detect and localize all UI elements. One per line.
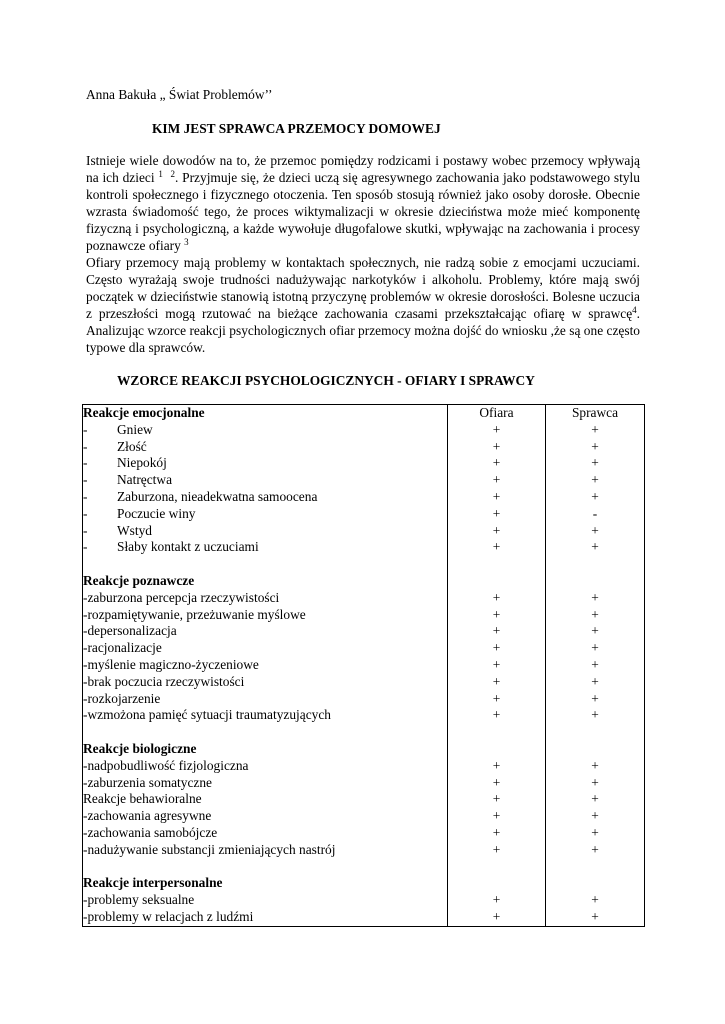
footnote-ref-3[interactable]: 3 — [184, 236, 189, 247]
paragraph-intro — [86, 153, 640, 254]
label-column — [83, 405, 448, 927]
perpetrator-mark: + — [591, 808, 599, 824]
perpetrator-mark: - — [592, 505, 598, 521]
perpetrator-mark: + — [591, 892, 599, 908]
row-label: -depersonalizacja — [83, 623, 177, 639]
victim-mark: + — [492, 589, 501, 605]
victim-mark: + — [492, 438, 501, 454]
victim-mark: + — [492, 472, 501, 488]
row-label: Słaby kontakt z uczuciami — [117, 539, 259, 555]
victim-mark: + — [492, 707, 501, 723]
row-label: -nadużywanie substancji zmieniających nastrój — [83, 841, 336, 857]
row-label: -rozpamiętywanie, przeżuwanie myślowe — [83, 606, 306, 622]
perpetrator-mark: + — [591, 774, 599, 790]
victim-mark: + — [492, 656, 501, 672]
perpetrator-mark: + — [591, 589, 599, 605]
table-row — [83, 523, 447, 540]
paragraph-victims — [86, 255, 640, 356]
victim-mark: + — [492, 488, 501, 504]
column-header-victim: Ofiara — [479, 405, 514, 420]
victim-mark: + — [492, 791, 501, 807]
row-dash: - — [83, 539, 88, 555]
table-row — [83, 539, 447, 556]
victim-mark: + — [492, 455, 501, 471]
perpetrator-mark: + — [591, 824, 599, 840]
perpetrator-mark: + — [591, 623, 599, 639]
column-header-perpetrator: Sprawca — [571, 405, 619, 420]
row-label: Złość — [117, 438, 147, 454]
row-label: -zachowania agresywne — [83, 808, 212, 824]
author-line: Anna Bakuła „ Świat Problemów’’ — [86, 87, 273, 102]
table-row — [83, 422, 447, 439]
perpetrator-mark: + — [591, 908, 599, 924]
row-label: -rozkojarzenie — [83, 690, 161, 706]
section-heading: Reakcje biologiczne — [83, 740, 197, 756]
row-dash: - — [83, 472, 88, 488]
victim-mark: + — [492, 824, 501, 840]
paragraph-intro-text-2: . Przyjmuje się, że dzieci uczą się agresywnego zachowania jako podstawowego stylu kontroli społecznego i fizycznego otoczenia. Ten sposób stosują również jako osoby dorosłe. Obecnie wzrasta świadomość tego, że proces wiktymalizacji w okresie dzieciństwa może mieć komponentę fizyczną i psychologiczną, a każde wywołuje długofalowe skutki, wpływając na zachowania i procesy poznawcze ofiary — [86, 169, 640, 253]
victim-mark: + — [492, 908, 501, 924]
table-title: WZORCE REAKCJI PSYCHOLOGICZNYCH - OFIARY I SPRAWCY — [117, 373, 535, 388]
perpetrator-mark: + — [591, 455, 599, 471]
perpetrator-mark: + — [591, 522, 599, 538]
table-row — [83, 489, 447, 506]
footnote-ref-1[interactable]: 1 — [158, 168, 163, 179]
row-label: -brak poczucia rzeczywistości — [83, 673, 245, 689]
row-dash: - — [83, 488, 88, 504]
table-row — [83, 455, 447, 472]
victim-mark: + — [492, 757, 501, 773]
row-label: Natręctwa — [117, 472, 173, 488]
row-label: -wzmożona pamięć sytuacji traumatyzujących — [83, 707, 331, 723]
table-row — [83, 472, 447, 489]
row-label: Reakcje behawioralne — [83, 791, 202, 807]
row-dash: - — [83, 455, 88, 471]
perpetrator-mark: + — [591, 472, 599, 488]
perpetrator-mark: + — [591, 421, 599, 437]
footnote-ref-4[interactable]: 4 — [632, 304, 637, 315]
victim-mark: + — [492, 892, 501, 908]
victim-mark: + — [492, 841, 501, 857]
footnote-ref-2[interactable]: 2 — [170, 168, 175, 179]
row-dash: - — [83, 421, 88, 437]
victim-mark: + — [492, 421, 501, 437]
row-dash: - — [83, 522, 88, 538]
victim-mark: + — [492, 808, 501, 824]
row-label: -nadpobudliwość fizjologiczna — [83, 757, 249, 773]
perpetrator-mark: + — [591, 606, 599, 622]
perpetrator-mark: + — [591, 488, 599, 504]
row-label: -problemy seksualne — [83, 892, 195, 908]
victim-mark: + — [492, 606, 501, 622]
victim-mark: + — [492, 690, 501, 706]
perpetrator-mark: + — [591, 791, 599, 807]
perpetrator-mark: + — [591, 673, 599, 689]
row-label: Wstyd — [117, 522, 152, 538]
table-row — [83, 506, 447, 523]
victim-mark: + — [492, 640, 501, 656]
victim-mark: + — [492, 673, 501, 689]
perpetrator-mark: + — [591, 690, 599, 706]
perpetrator-mark: + — [591, 841, 599, 857]
row-label: Zaburzona, nieadekwatna samoocena — [117, 488, 318, 504]
row-label: -zachowania samobójcze — [83, 824, 218, 840]
row-label: -racjonalizacje — [83, 640, 162, 656]
section-heading: Reakcje emocjonalne — [83, 405, 205, 420]
row-dash: - — [83, 505, 88, 521]
table-row — [83, 439, 447, 456]
section-heading: Reakcje poznawcze — [83, 572, 195, 588]
paragraph-victims-text-2: . Analizując wzorce reakcji psychologicznych ofiar przemocy można dojść do wniosku ,że są one często typowe dla sprawców. — [86, 305, 640, 355]
reaction-patterns-table — [82, 404, 645, 927]
row-label: Niepokój — [117, 455, 167, 471]
victim-column — [448, 405, 546, 927]
perpetrator-mark: + — [591, 640, 599, 656]
perpetrator-mark: + — [591, 656, 599, 672]
perpetrator-mark: + — [591, 539, 599, 555]
row-label: Gniew — [117, 421, 153, 437]
paragraph-victims-text-1: Ofiary przemocy mają problemy w kontaktach społecznych, nie radzą sobie z emocjami uczuciami. Często wyrażają swoje trudności nadużywając narkotyków i alkoholu. Problemy, które mają swój początek w dzieciństwie stanowią istotną przyczynę problemów w okresie dorosłości. Bolesne uczucia z przeszłości mogą rzutować na bieżące zachowania czasami przekształcając ofiarę w sprawcę — [86, 255, 640, 321]
section-heading: Reakcje interpersonalne — [83, 875, 223, 891]
perpetrator-column — [546, 405, 645, 927]
row-label: -zaburzona percepcja rzeczywistości — [83, 589, 280, 605]
row-label: -myślenie magiczno-życzeniowe — [83, 656, 259, 672]
victim-mark: + — [492, 623, 501, 639]
perpetrator-mark: + — [591, 707, 599, 723]
victim-mark: + — [492, 539, 501, 555]
victim-mark: + — [492, 522, 501, 538]
victim-mark: + — [492, 505, 501, 521]
victim-mark: + — [492, 774, 501, 790]
paragraph-intro-text-1: Istnieje wiele dowodów na to, że przemoc pomiędzy rodzicami i postawy wobec przemocy wpływają na ich dzieci — [86, 153, 640, 185]
document-title: KIM JEST SPRAWCA PRZEMOCY DOMOWEJ — [152, 121, 441, 136]
row-label: -problemy w relacjach z ludźmi — [83, 908, 254, 924]
row-dash: - — [83, 438, 88, 454]
row-label: Poczucie winy — [117, 505, 196, 521]
row-label: -zaburzenia somatyczne — [83, 774, 212, 790]
perpetrator-mark: + — [591, 757, 599, 773]
perpetrator-mark: + — [591, 438, 599, 454]
